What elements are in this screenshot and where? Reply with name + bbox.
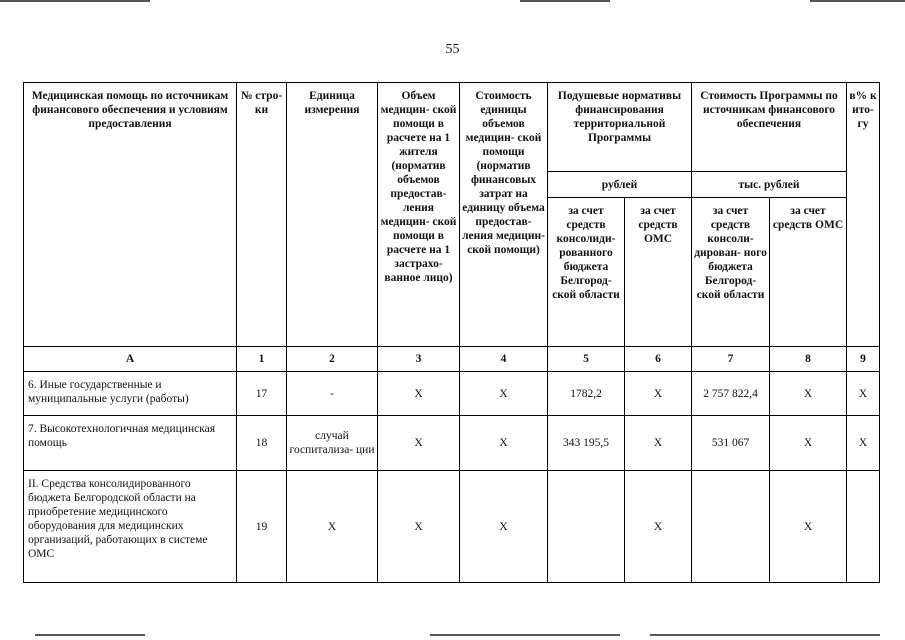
header-category: Медицинская помощь по источникам финансового обеспечения и условиям предоставления: [24, 83, 237, 347]
row-label: II. Средства консолидированного бюджета Белгородской области на приобретение медицинского оборудования для медицинских организаций, работающих в системе ОМС: [24, 471, 237, 583]
row-program-oms: Х: [770, 416, 847, 471]
column-number-1: 1: [237, 347, 287, 372]
row-unit-cost: Х: [460, 372, 548, 416]
row-unit: -: [287, 372, 378, 416]
row-unit-cost: Х: [460, 416, 548, 471]
scan-edge-bottom-right: [650, 634, 880, 636]
row-number: 19: [237, 471, 287, 583]
row-percent: Х: [847, 416, 880, 471]
row-volume: Х: [378, 372, 460, 416]
row-number: 17: [237, 372, 287, 416]
row-unit-cost: Х: [460, 471, 548, 583]
row-per-capita-oms: Х: [625, 372, 692, 416]
row-program-budget: 2 757 822,4: [692, 372, 770, 416]
column-number-5: 5: [548, 347, 625, 372]
row-unit: Х: [287, 471, 378, 583]
column-number-2: 2: [287, 347, 378, 372]
column-number-6: 6: [625, 347, 692, 372]
column-number-3: 3: [378, 347, 460, 372]
header-per-capita-budget: за счет средств консолиди- рованного бюджета Белгород- ской области: [548, 198, 625, 347]
row-per-capita-oms: Х: [625, 471, 692, 583]
row-program-oms: Х: [770, 471, 847, 583]
column-number-a: А: [24, 347, 237, 372]
column-number-7: 7: [692, 347, 770, 372]
row-per-capita-budget: 1782,2: [548, 372, 625, 416]
program-cost-table: [23, 82, 880, 583]
row-percent: [847, 471, 880, 583]
row-program-budget: 531 067: [692, 416, 770, 471]
row-number: 18: [237, 416, 287, 471]
scan-edge-bottom-left: [35, 634, 145, 636]
row-program-oms: Х: [770, 372, 847, 416]
header-unit-thousand-rubles: тыс. рублей: [692, 172, 847, 198]
header-program-cost: Стоимость Программы по источникам финансового обеспечения: [692, 83, 847, 172]
header-unit-rubles: рублей: [548, 172, 692, 198]
table-row: [24, 471, 880, 583]
header-program-oms: за счет средств ОМС: [770, 198, 847, 347]
table-row: [24, 416, 880, 471]
scan-edge-bottom-middle: [430, 634, 620, 636]
header-volume: Объем медицин- ской помощи в расчете на 1 жителя (норматив объемов предостав- ления медицин- ской помощи в расчете на 1 застрахо- ванное лицо): [378, 83, 460, 347]
row-per-capita-budget: [548, 471, 625, 583]
table-row: [24, 372, 880, 416]
column-number-9: 9: [847, 347, 880, 372]
header-unit-cost: Стоимость единицы объемов медицин- ской помощи (норматив финансовых затрат на единицу объема предостав- ления медицин- ской помощи): [460, 83, 548, 347]
row-label: 6. Иные государственные и муниципальные услуги (работы): [24, 372, 237, 416]
row-volume: Х: [378, 471, 460, 583]
column-number-8: 8: [770, 347, 847, 372]
page-number: 55: [445, 42, 460, 57]
row-per-capita-budget: 343 195,5: [548, 416, 625, 471]
header-per-capita-normatives: Подушевые нормативы финансирования территориальной Программы: [548, 83, 692, 172]
row-program-budget: [692, 471, 770, 583]
header-row-number: № стро- ки: [237, 83, 287, 347]
header-unit: Единица измерения: [287, 83, 378, 347]
row-volume: Х: [378, 416, 460, 471]
row-per-capita-oms: Х: [625, 416, 692, 471]
row-unit: случай госпитализа- ции: [287, 416, 378, 471]
scan-edge-top-left: [0, 0, 150, 2]
row-label: 7. Высокотехнологичная медицинская помощь: [24, 416, 237, 471]
header-per-capita-oms: за счет средств ОМС: [625, 198, 692, 347]
header-percent: в% к ито- гу: [847, 83, 880, 347]
scan-edge-top-right: [810, 0, 905, 2]
row-percent: Х: [847, 372, 880, 416]
column-number-4: 4: [460, 347, 548, 372]
header-program-budget: за счет средств консоли- дирован- ного бюджета Белгород- ской области: [692, 198, 770, 347]
scan-edge-top-middle: [520, 0, 610, 2]
